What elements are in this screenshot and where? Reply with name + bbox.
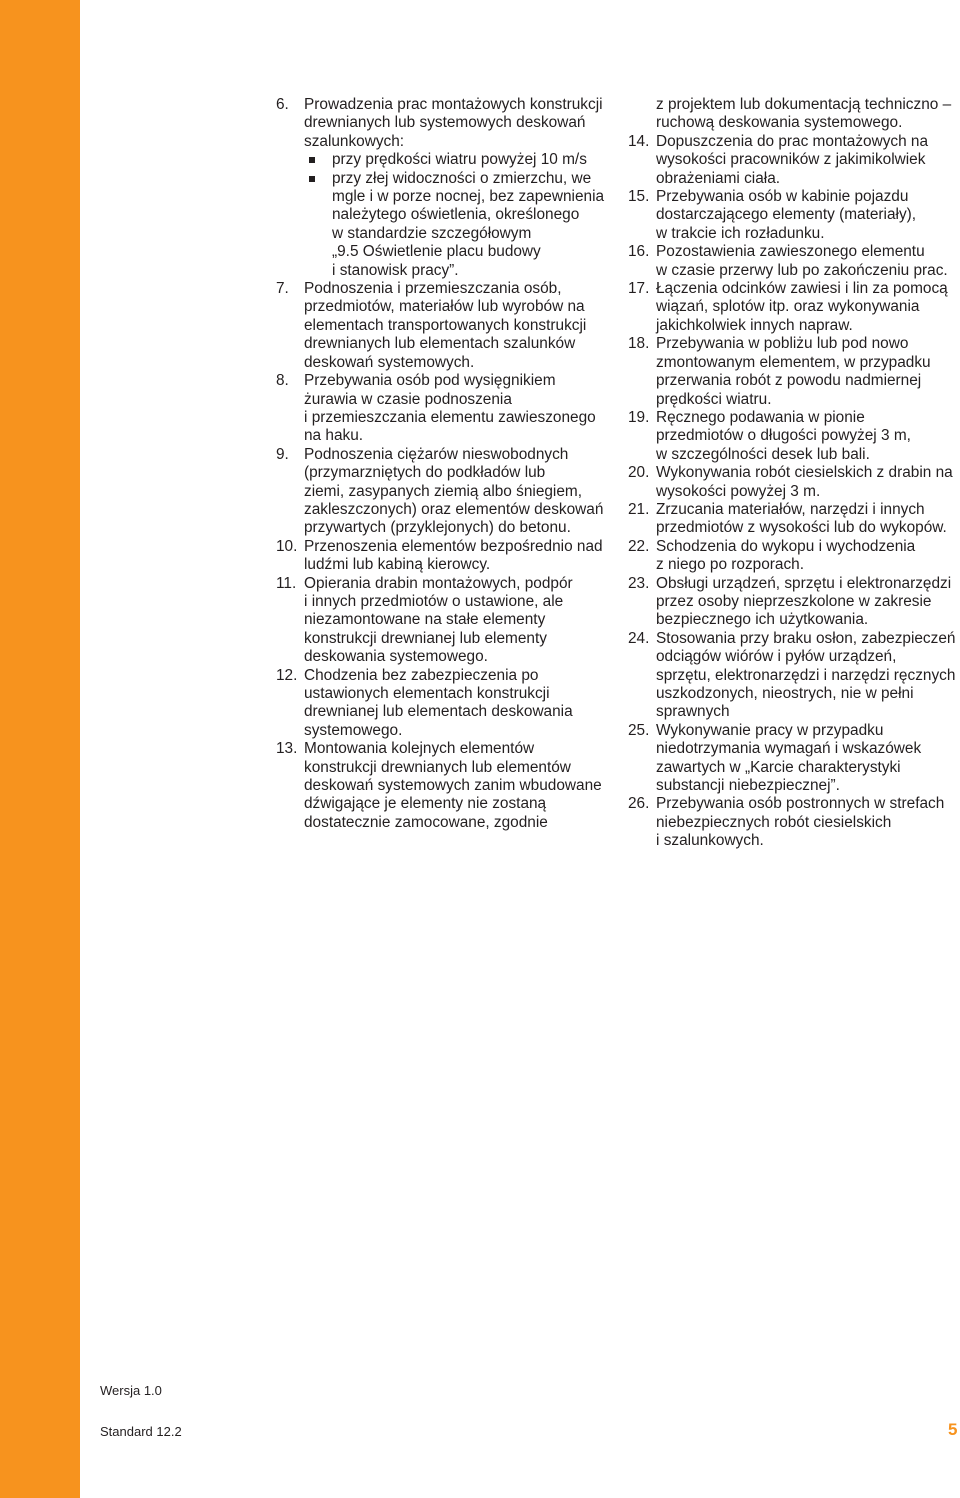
item-line: i przemieszczania elementu zawieszonego bbox=[304, 408, 596, 426]
bullet-line: „9.5 Oświetlenie placu budowy bbox=[332, 243, 541, 261]
list-item bbox=[628, 501, 960, 538]
item-line: z projektem lub dokumentacją techniczno – bbox=[656, 96, 952, 113]
square-bullet-icon bbox=[309, 157, 315, 163]
item-line: konstrukcji drewnianych lub elementów bbox=[304, 758, 571, 776]
item-line: Przebywania w pobliżu lub pod nowo bbox=[656, 335, 909, 353]
item-line: w trakcie ich rozładunku. bbox=[656, 224, 825, 242]
item-line: wysokości powyżej 3 m. bbox=[656, 482, 821, 500]
item-line: Przebywania osób w kabinie pojazdu bbox=[656, 188, 909, 206]
item-number: 24. bbox=[628, 629, 650, 647]
list-item bbox=[628, 538, 960, 575]
bullet-line: mgle i w porze nocnej, bez zapewnienia bbox=[332, 188, 605, 206]
item-number: 21. bbox=[628, 500, 650, 518]
item-line: (przymarzniętych do podkładów lub bbox=[304, 464, 546, 482]
list-item bbox=[628, 795, 960, 850]
list-item bbox=[628, 243, 960, 280]
item-line: uszkodzonych, nieostrych, nie w pełni bbox=[656, 685, 914, 702]
item-line: niezamontowane na stałe elementy bbox=[304, 611, 546, 629]
list-item bbox=[628, 188, 960, 243]
item-line: deskowania systemowego. bbox=[304, 648, 488, 666]
item-line: elementach transportowanych konstrukcji bbox=[304, 316, 587, 334]
item-number: 16. bbox=[628, 243, 650, 261]
list-item bbox=[628, 630, 960, 722]
item-line: Schodzenia do wykopu i wychodzenia bbox=[656, 537, 916, 555]
item-number: 14. bbox=[628, 132, 650, 150]
list-item bbox=[276, 575, 612, 667]
item-line: z niego po rozporach. bbox=[656, 556, 805, 574]
list-item bbox=[276, 667, 612, 741]
item-line: Chodzenia bez zabezpieczenia po bbox=[304, 666, 539, 684]
item-line: zakleszczonych) oraz elementów deskowań bbox=[304, 500, 604, 518]
item-line: Ręcznego podawania w pionie bbox=[656, 408, 865, 426]
item-line: drewnianej lub elementach deskowania bbox=[304, 703, 573, 721]
item-line: ruchową deskowania systemowego. bbox=[656, 114, 903, 132]
item-line: Przenoszenia elementów bezpośrednio nad bbox=[304, 537, 603, 555]
item-line: Podnoszenia ciężarów nieswobodnych bbox=[304, 445, 569, 463]
item-line: Łączenia odcinków zawiesi i lin za pomocą bbox=[656, 280, 948, 298]
standard-label: Standard 12.2 bbox=[100, 1424, 182, 1439]
item-line: Zrzucania materiałów, narzędzi i innych bbox=[656, 500, 925, 518]
item-line: Wykonywania robót ciesielskich z drabin na bbox=[656, 464, 953, 482]
item-line: ziemi, zasypanych ziemią albo śniegiem, bbox=[304, 482, 583, 500]
item-line: przedmiotów z wysokości lub do wykopów. bbox=[656, 519, 947, 537]
list-item bbox=[628, 575, 960, 630]
list-item bbox=[276, 740, 612, 832]
list-item bbox=[628, 722, 960, 796]
item-line: i innych przedmiotów o ustawione, ale bbox=[304, 592, 564, 610]
page-number: 5 bbox=[948, 1420, 958, 1439]
bullet-line: przy prędkości wiatru powyżej 10 m/s bbox=[332, 151, 587, 169]
bullet-list bbox=[304, 151, 612, 280]
right-numbered-list bbox=[628, 133, 960, 851]
item-line: wiązań, splotów itp. oraz wykonywania bbox=[656, 298, 920, 316]
bullet-item bbox=[304, 151, 612, 169]
item-number: 22. bbox=[628, 537, 650, 555]
list-item bbox=[276, 538, 612, 575]
item-number: 10. bbox=[276, 537, 298, 555]
list-item-6 bbox=[276, 96, 612, 280]
left-column bbox=[276, 96, 612, 832]
item-line: Opierania drabin montażowych, podpór bbox=[304, 574, 573, 592]
item-line: w czasie przerwy lub po zakończeniu prac. bbox=[656, 261, 948, 279]
continuation-text bbox=[628, 96, 960, 133]
item-number: 26. bbox=[628, 795, 650, 813]
item-line: sprawnych bbox=[656, 703, 730, 721]
item-number: 18. bbox=[628, 335, 650, 353]
list-item bbox=[628, 133, 960, 188]
item-line: prędkości wiatru. bbox=[656, 390, 772, 408]
item-line: przywartych (przyklejonych) do betonu. bbox=[304, 519, 571, 537]
item-number: 9. bbox=[276, 445, 289, 463]
list-item bbox=[276, 372, 612, 446]
item-line: i szalunkowych. bbox=[656, 832, 764, 850]
orange-side-stripe bbox=[0, 0, 80, 1498]
item-line: obrażeniami ciała. bbox=[656, 169, 781, 187]
item-line: niedotrzymania wymagań i wskazówek bbox=[656, 740, 922, 758]
item-line: deskowań systemowych zanim wbudowane bbox=[304, 777, 602, 795]
item-line: substancji niebezpiecznej”. bbox=[656, 777, 840, 795]
list-item bbox=[276, 280, 612, 372]
bullet-item bbox=[304, 170, 612, 280]
item-line: Obsługi urządzeń, sprzętu i elektronarzędzi bbox=[656, 574, 952, 592]
item-number: 17. bbox=[628, 280, 650, 298]
item-number: 20. bbox=[628, 464, 650, 482]
item-line: Podnoszenia i przemieszczania osób, bbox=[304, 280, 562, 298]
item-line: żurawia w czasie podnoszenia bbox=[304, 390, 512, 408]
left-numbered-list bbox=[276, 280, 612, 832]
item-line: przez osoby nieprzeszkolone w zakresie bbox=[656, 592, 932, 610]
bullet-line: należytego oświetlenia, określonego bbox=[332, 206, 580, 224]
item-line: dostarczającego elementy (materiały), bbox=[656, 206, 917, 224]
bullet-line: i stanowisk pracy”. bbox=[332, 261, 459, 279]
item-line: Pozostawienia zawieszonego elementu bbox=[656, 243, 925, 261]
item-line: ludźmi lub kabiną kierowcy. bbox=[304, 556, 491, 574]
item-line: wysokości pracowników z jakimikolwiek bbox=[656, 151, 926, 169]
version-label: Wersja 1.0 bbox=[100, 1383, 162, 1398]
item-line: odciągów wiórów i pyłów urządzeń, bbox=[656, 648, 897, 666]
square-bullet-icon bbox=[309, 176, 315, 182]
item-line: Dopuszczenia do prac montażowych na bbox=[656, 132, 929, 150]
item-number: 11. bbox=[276, 574, 297, 592]
item-line: Przebywania osób postronnych w strefach bbox=[656, 795, 945, 813]
item-line: bezpiecznego ich użytkowania. bbox=[656, 611, 869, 629]
list-item bbox=[628, 335, 960, 409]
item-line: Montowania kolejnych elementów bbox=[304, 740, 535, 758]
item-line: jakichkolwiek innych napraw. bbox=[656, 316, 853, 334]
item-line: ustawionych elementach konstrukcji bbox=[304, 685, 550, 702]
item-line: przedmiotów o długości powyżej 3 m, bbox=[656, 427, 911, 445]
right-column bbox=[628, 96, 960, 851]
item-line: niebezpiecznych robót ciesielskich bbox=[656, 813, 892, 831]
item-line: dźwigające je elementy nie zostaną bbox=[304, 795, 547, 813]
item-line: przerwania robót z powodu nadmiernej bbox=[656, 372, 922, 390]
item-line: deskowań systemowych. bbox=[304, 353, 475, 371]
item-number: 23. bbox=[628, 574, 650, 592]
item-line: sprzętu, elektronarzędzi i narzędzi ręcznych bbox=[656, 666, 956, 684]
list-item bbox=[628, 409, 960, 464]
list-item bbox=[628, 464, 960, 501]
item-line: Wykonywanie pracy w przypadku bbox=[656, 721, 884, 739]
item-line: przedmiotów, materiałów lub wyrobów na bbox=[304, 298, 585, 316]
item-line: drewnianych lub elementach szalunków bbox=[304, 335, 576, 353]
item-number: 12. bbox=[276, 666, 298, 684]
item-line: szalunkowych: bbox=[304, 132, 405, 150]
item-line: zmontowanym elementem, w przypadku bbox=[656, 353, 931, 371]
item-line: systemowego. bbox=[304, 721, 403, 739]
item-line: drewnianych lub systemowych deskowań bbox=[304, 114, 586, 132]
item-line: konstrukcji drewnianej lub elementy bbox=[304, 629, 547, 647]
item-line: Prowadzenia prac montażowych konstrukcji bbox=[304, 96, 603, 113]
item-line: na haku. bbox=[304, 427, 364, 445]
item-line: w szczególności desek lub bali. bbox=[656, 445, 870, 463]
item-number: 19. bbox=[628, 408, 650, 426]
list-item bbox=[276, 446, 612, 538]
item-number: 25. bbox=[628, 721, 650, 739]
bullet-line: przy złej widoczności o zmierzchu, we bbox=[332, 169, 592, 187]
item-number: 15. bbox=[628, 188, 650, 206]
item-line: Przebywania osób pod wysięgnikiem bbox=[304, 372, 556, 390]
item-number: 7. bbox=[276, 280, 289, 298]
item-line: Stosowania przy braku osłon, zabezpieczeń bbox=[656, 629, 956, 647]
item-number: 8. bbox=[276, 372, 289, 390]
bullet-line: w standardzie szczegółowym bbox=[332, 224, 532, 242]
item-line: dostatecznie zamocowane, zgodnie bbox=[304, 813, 548, 831]
item-line: zawartych w „Karcie charakterystyki bbox=[656, 758, 901, 776]
item-number: 13. bbox=[276, 740, 298, 758]
item-number: 6. bbox=[276, 96, 289, 113]
list-item bbox=[628, 280, 960, 335]
